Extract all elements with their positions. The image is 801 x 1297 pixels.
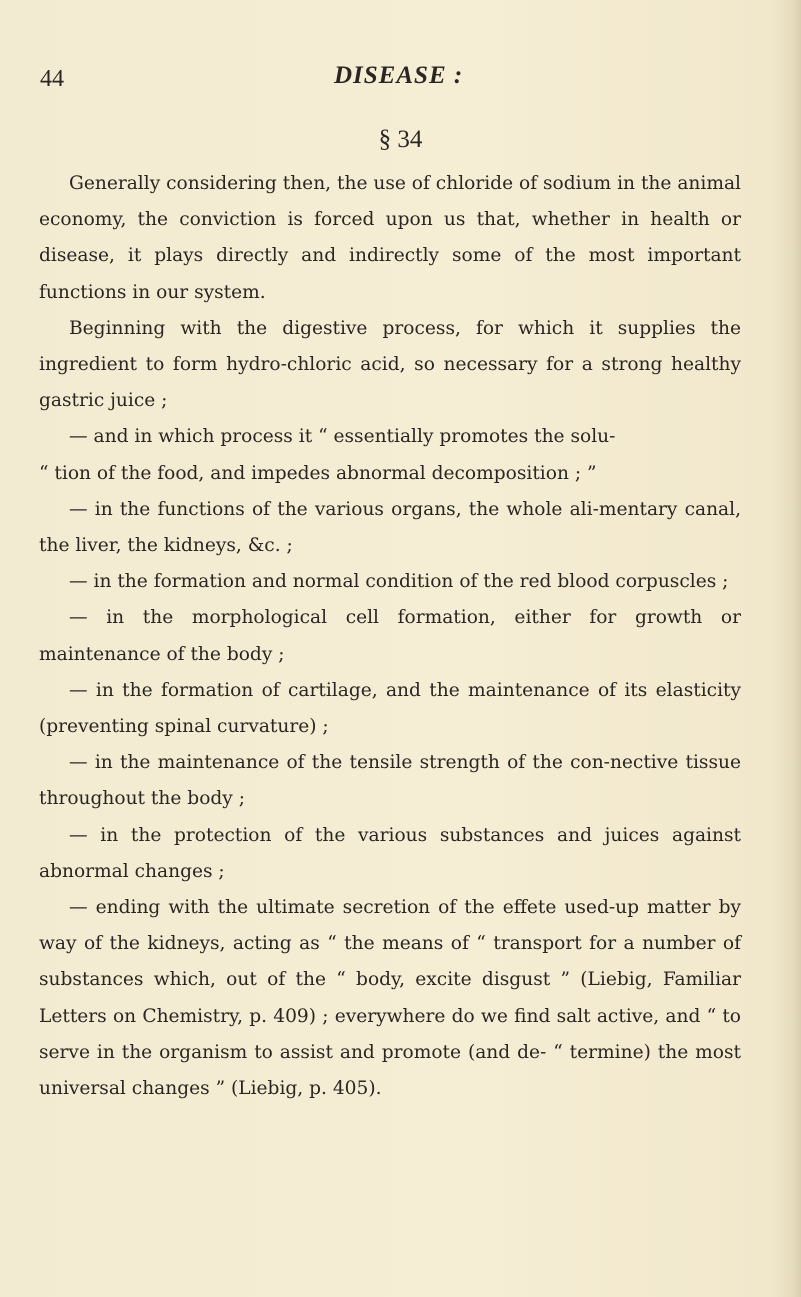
paragraph: — in the functions of the various organs, the whole ali-mentary canal, the liver, the kidneys, &c. ; (39, 498, 741, 557)
page-header (40, 62, 760, 102)
paragraph: — and in which process it “ essentially promotes the solu- (69, 426, 616, 448)
paragraph: — in the protection of the various substances and juices against abnormal changes ; (39, 824, 741, 882)
paragraph: — in the formation of cartilage, and the maintenance of its elasticity (preventing spinal curvature) ; (39, 679, 741, 738)
paragraph: “ tion of the food, and impedes abnormal decomposition ; ” (39, 462, 597, 484)
paragraph: — in the maintenance of the tensile strength of the con-nective tissue throughout the body ; (39, 752, 741, 810)
paragraph: — ending with the ultimate secretion of the effete used-up matter by way of the kidneys, acting as “ the means of “ transport for a number of substances which, out of the “ body, excite disgust ” (Liebig, Familiar Letters on Chemistry, p. 409) ; everywhere do we find salt active, and “ to serve in the organism to assist and promote (and de- “ termine) the most universal changes ” (Liebig, p. 405). (39, 897, 741, 1100)
paragraph: Beginning with the digestive process, for which it supplies the ingredient to form hydro-chloric acid, so necessary for a strong healthy gastric juice ; (39, 317, 741, 412)
page-number: 44 (40, 66, 64, 92)
paragraph: Generally considering then, the use of chloride of sodium in the animal economy, the conviction is forced upon us that, whether in health or disease, it plays directly and indirectly some of the most important functions in our system. (39, 173, 741, 303)
paragraph: — in the morphological cell formation, either for growth or maintenance of the body ; (39, 607, 741, 665)
paragraph: — in the formation and normal condition of the red blood corpuscles ; (69, 571, 729, 593)
section-heading: § 34 (378, 126, 423, 153)
running-head: DISEASE : (334, 62, 464, 89)
body-text (39, 166, 741, 1107)
